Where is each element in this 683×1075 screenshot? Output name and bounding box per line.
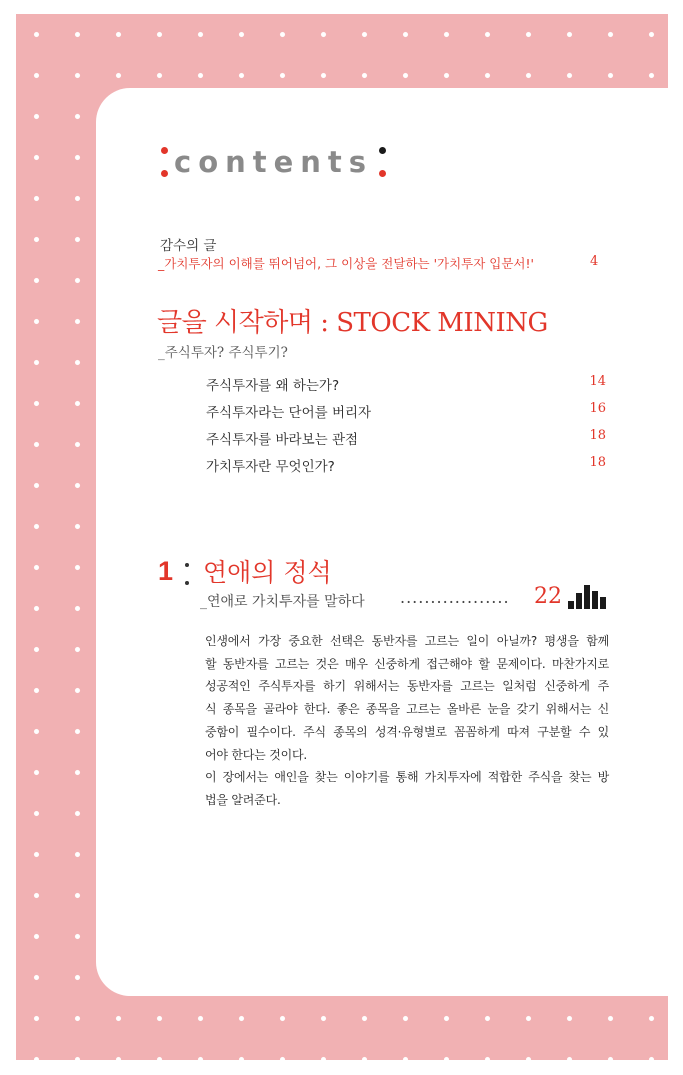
description-line: 식 종목을 골라야 한다. 좋은 종목을 고르는 올바른 눈을 갖기 위해서는 신: [205, 702, 609, 717]
toc-entry[interactable]: [206, 455, 606, 475]
toc-entry-page: 16: [589, 401, 606, 416]
toc-entry-page: 14: [589, 374, 606, 389]
description-line: 할 동반자를 고르는 것은 매우 신중하게 접근해야 할 문제이다. 마찬가지로: [205, 656, 609, 671]
toc-entry-page: 18: [589, 428, 606, 443]
toc-entry-title: 주식투자를 왜 하는가?: [206, 378, 340, 394]
description-line: 인생에서 가장 중요한 선택은 동반자를 고르는 일이 아닐까? 평생을 함께: [205, 634, 609, 648]
chapter-colon-icon: [185, 563, 189, 585]
preface-title: 감수의 글: [160, 238, 217, 254]
description-line: 중함이 필수이다. 주식 종목의 성격·유형별로 꼼꼼하게 따져 구분할 수 있: [205, 724, 609, 739]
toc-entry-title: 가치투자란 무엇인가?: [206, 459, 335, 475]
description-line: 법을 알려준다.: [205, 792, 281, 807]
toc-entry[interactable]: [206, 428, 606, 448]
chapter-number: 1: [158, 556, 174, 586]
description-line: 어야 한다는 것이다.: [205, 747, 307, 762]
chapter-subtitle: _연애로 가치투자를 말하다: [200, 594, 365, 610]
chapter-description: [205, 630, 609, 812]
toc-entry-title: 주식투자라는 단어를 버리자: [206, 405, 372, 421]
preface-page: 4: [590, 254, 599, 269]
preface-subtitle[interactable]: _가치투자의 이해를 뛰어넘어, 그 이상을 전달하는 '가치투자 입문서!': [158, 256, 534, 271]
black-red-colon-icon: [379, 147, 386, 177]
toc-entry[interactable]: [206, 401, 606, 421]
page-title: contents: [174, 145, 374, 179]
toc-entry-page: 18: [589, 455, 606, 470]
bar-chart-icon: [567, 585, 609, 609]
toc-entry[interactable]: [206, 374, 606, 394]
content-panel: [96, 88, 668, 996]
dot-leader: ..................: [400, 588, 510, 607]
toc-entry-title: 주식투자를 바라보는 관점: [206, 432, 359, 448]
description-line: 성공적인 주식투자를 하기 위해서는 동반자를 고르는 일처럼 신중하게 주: [205, 679, 609, 694]
red-colon-icon: [161, 147, 168, 177]
chapter-title[interactable]: 연애의 정석: [203, 558, 332, 587]
intro-subtitle: _주식투자? 주식투기?: [158, 345, 288, 361]
description-line: 이 장에서는 애인을 찾는 이야기를 통해 가치투자에 적합한 주식을 찾는 방: [205, 770, 609, 785]
contents-header: [155, 140, 392, 184]
chapter-page: 22: [534, 584, 562, 609]
intro-heading[interactable]: 글을 시작하며 : STOCK MINING: [157, 308, 548, 338]
